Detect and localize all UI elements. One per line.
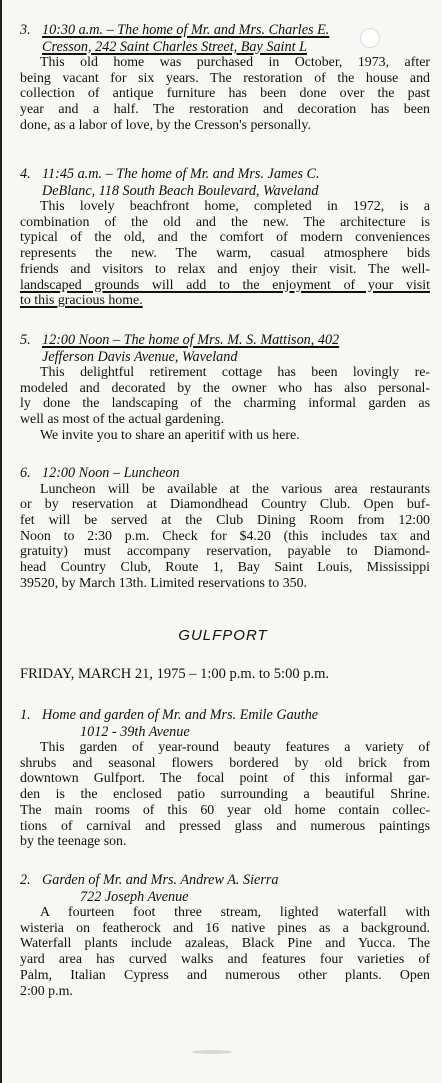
entry-description bbox=[20, 740, 430, 850]
text-line: This garden of year-round beauty features a variety of bbox=[40, 740, 430, 755]
entry-number: 5. bbox=[20, 332, 31, 348]
text-line: friends and visitors to relax and enjoy their visit. The well- bbox=[20, 261, 430, 277]
entry-number: 3. bbox=[20, 22, 31, 38]
entry-description bbox=[20, 55, 430, 134]
text-line: head Country Club, Route 1, Bay Saint Louis, Mississippi bbox=[20, 560, 430, 576]
text-line: 2:00 p.m. bbox=[20, 983, 73, 999]
text-line: landscaped grounds will add to the enjoyment of your visit bbox=[20, 277, 430, 293]
entry-description bbox=[20, 199, 430, 309]
text-line: 39520, by March 13th. Limited reservations to 350. bbox=[20, 575, 308, 591]
text-line: or by reservation at Diamondhead Country Club. Open buf- bbox=[20, 497, 430, 513]
text-line: being vacant for six years. The restoration of the house and bbox=[20, 70, 430, 86]
text-line: ly done the landscaping of the charming informal garden as bbox=[20, 396, 430, 412]
entry-number: 4. bbox=[20, 166, 31, 182]
text-line: This lovely beachfront home, completed in 1972, is a bbox=[40, 199, 430, 214]
text-line: modeled and decorated by the owner who has also personal- bbox=[20, 380, 430, 396]
entry-heading-line: 11:45 a.m. – The home of Mr. and Mrs. James C. bbox=[42, 166, 320, 182]
text-line: Palm, Italian Cypress and numerous other plants. Open bbox=[20, 967, 430, 983]
entry-description bbox=[20, 365, 430, 444]
text-line: den is the enclosed patio surrounding a beautiful Shrine. bbox=[20, 787, 430, 803]
text-line: yard area has curved walks and features four varieties of bbox=[20, 952, 430, 968]
text-line: to this gracious home. bbox=[20, 293, 143, 309]
entry-heading-line: 12:00 Noon – Luncheon bbox=[42, 465, 180, 481]
gulfport-entry-1 bbox=[20, 707, 430, 850]
text-line: shrubs and seasonal flowers bordered by old brick from bbox=[20, 755, 430, 771]
text-line: year and a half. The restoration and decoration has been bbox=[20, 102, 430, 118]
text-line: Noon to 2:30 p.m. Check for $4.20 (this includes tax and bbox=[20, 528, 430, 544]
entry-address: Cresson, 242 Saint Charles Street, Bay Saint L bbox=[42, 38, 307, 55]
entry-description bbox=[20, 482, 430, 592]
entry-description bbox=[20, 905, 430, 999]
text-line: represents the new. The warm, casual atmosphere bids bbox=[20, 246, 430, 262]
text-line: Luncheon will be available at the various area restaurants bbox=[40, 481, 430, 497]
text-line: This old home was purchased in October, 1973, after bbox=[40, 55, 430, 70]
entry-heading bbox=[20, 166, 430, 183]
text-line: A fourteen foot three stream, lighted waterfall with bbox=[40, 905, 430, 920]
section-title: GULFPORT bbox=[178, 627, 268, 644]
text-line: downtown Gulfport. The focal point of this informal gar- bbox=[20, 771, 430, 787]
tour-entry-4 bbox=[20, 166, 430, 309]
text-line: done, as a labor of love, by the Cresson's personally. bbox=[20, 117, 311, 133]
text-line: by the teenage son. bbox=[20, 834, 127, 850]
entry-address: DeBlanc, 118 South Beach Boulevard, Waveland bbox=[42, 182, 319, 199]
text-line: gratuity) must accompany reservation, payable to Diamond- bbox=[20, 544, 430, 560]
entry-address: Jefferson Davis Avenue, Waveland bbox=[42, 348, 238, 365]
gulfport-entry-2 bbox=[20, 872, 430, 999]
text-line: combination of the old and the new. The architecture is bbox=[20, 214, 430, 230]
entry-heading bbox=[20, 332, 430, 349]
entry-heading bbox=[20, 872, 430, 889]
entry-heading bbox=[20, 465, 430, 482]
tour-entry-5 bbox=[20, 332, 430, 444]
text-line: This delightful retirement cottage has been lovingly re- bbox=[40, 365, 430, 380]
text-line: wisteria on featherock and 16 native pines as a background. bbox=[20, 920, 430, 936]
text-line: well as most of the actual gardening. bbox=[20, 412, 225, 428]
entry-heading bbox=[20, 707, 430, 724]
scan-blemish bbox=[192, 1050, 232, 1054]
scan-blemish bbox=[360, 28, 380, 48]
entry-number: 1. bbox=[20, 707, 31, 723]
text-line: Waterfall plants include azaleas, Black Pine and Yucca. The bbox=[20, 936, 430, 952]
text-line: The main rooms of this 60 year old home contain collec- bbox=[20, 802, 430, 818]
event-date-line: FRIDAY, MARCH 21, 1975 – 1:00 p.m. to 5:00 p.m. bbox=[20, 666, 329, 682]
text-line: fet will be served at the Club Dining Room from 12:00 bbox=[20, 512, 430, 528]
entry-heading-line: 12:00 Noon – The home of Mrs. M. S. Mattison, 402 bbox=[42, 332, 340, 348]
text-line: typical of the old, and the comfort of modern conveniences bbox=[20, 230, 430, 246]
text-line: tions of carnival and pressed glass and numerous paintings bbox=[20, 818, 430, 834]
entry-address: 722 Joseph Avenue bbox=[80, 888, 189, 905]
entry-heading-line: Garden of Mr. and Mrs. Andrew A. Sierra bbox=[42, 872, 279, 888]
entry-heading-line: Home and garden of Mr. and Mrs. Emile Gauthe bbox=[42, 707, 319, 723]
text-line: collection of antique furniture has been done over the past bbox=[20, 86, 430, 102]
entry-address: 1012 - 39th Avenue bbox=[80, 723, 190, 740]
tour-entry-6 bbox=[20, 465, 430, 591]
entry-number: 2. bbox=[20, 872, 31, 888]
entry-number: 6. bbox=[20, 465, 31, 481]
entry-heading-line: 10:30 a.m. – The home of Mr. and Mrs. Charles E. bbox=[42, 22, 330, 38]
invite-line: We invite you to share an aperitif with us here. bbox=[40, 427, 300, 443]
